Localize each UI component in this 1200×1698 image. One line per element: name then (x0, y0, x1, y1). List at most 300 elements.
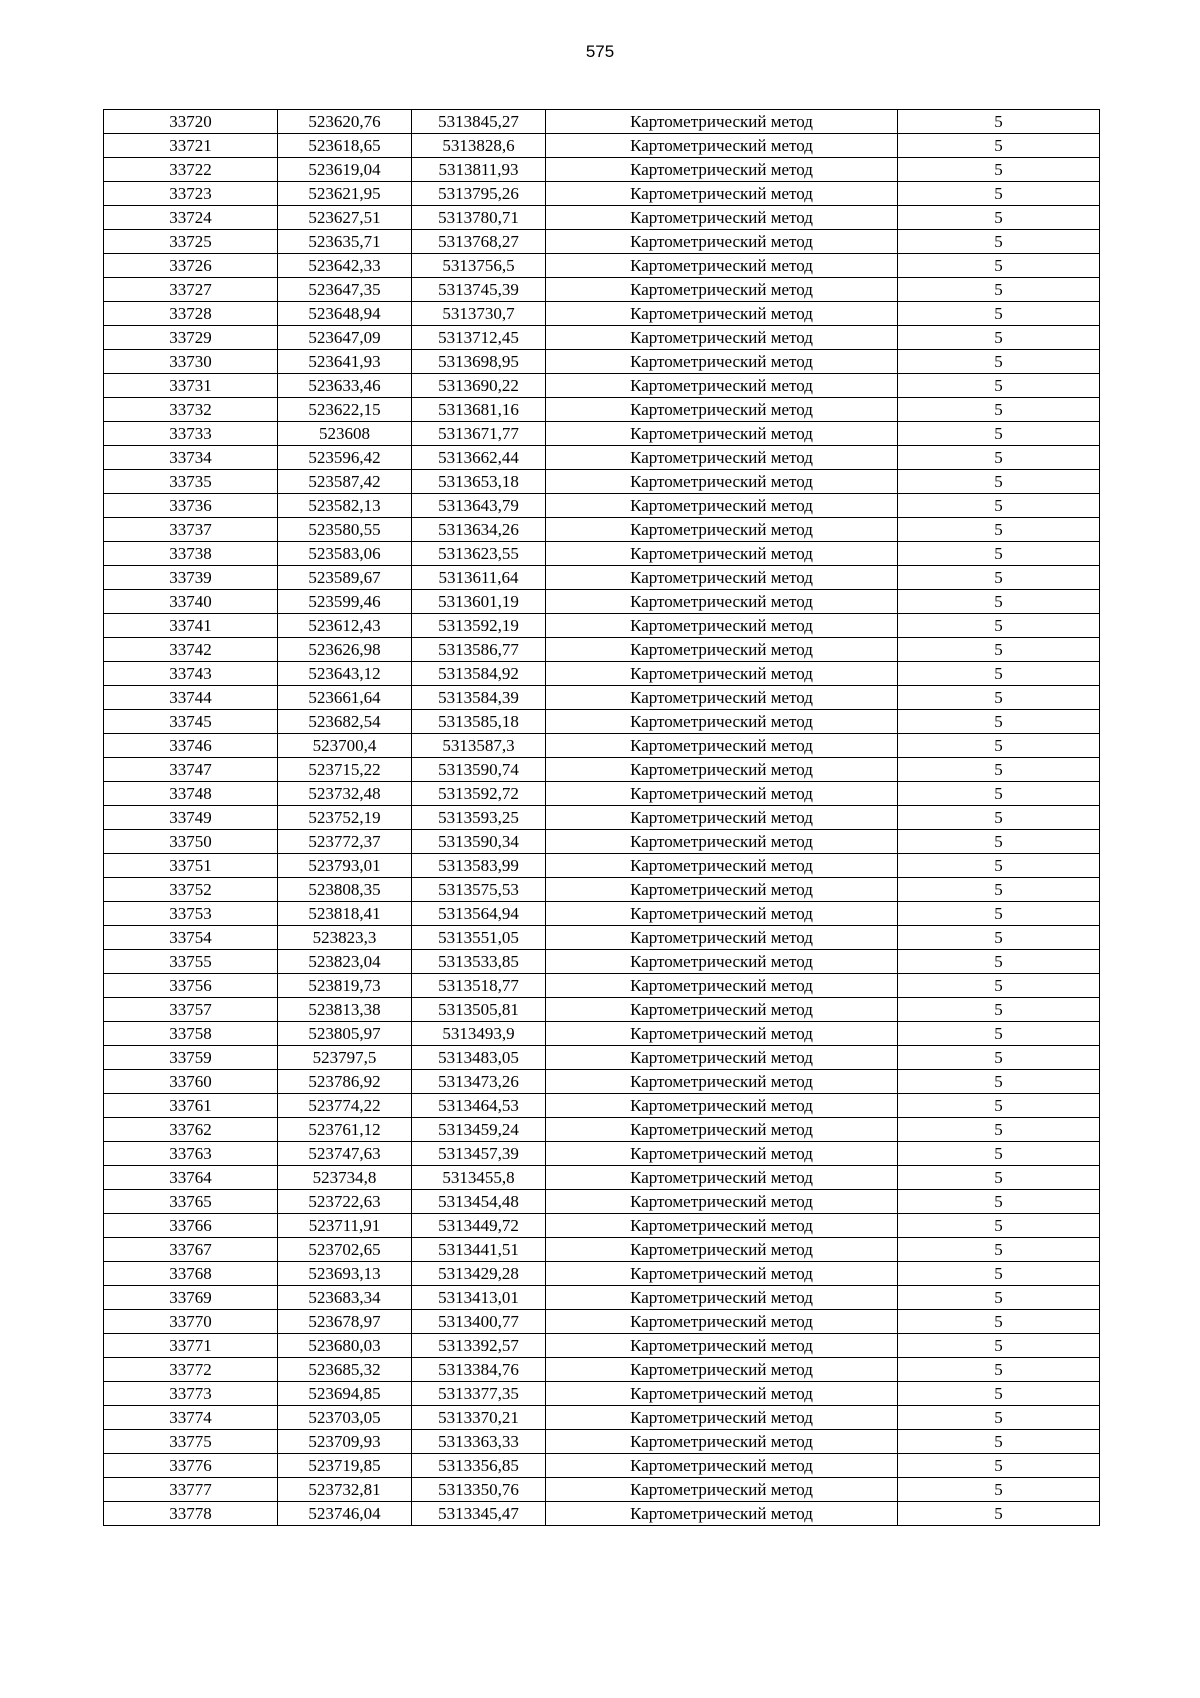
method-cell: Картометрический метод (546, 782, 898, 806)
table-row (104, 110, 1100, 134)
method-cell: Картометрический метод (546, 1238, 898, 1262)
x-coordinate-cell: 523680,03 (278, 1334, 412, 1358)
point-number-cell: 33774 (104, 1406, 278, 1430)
y-coordinate-cell: 5313634,26 (412, 518, 546, 542)
point-number-cell: 33735 (104, 470, 278, 494)
point-number-cell: 33720 (104, 110, 278, 134)
x-coordinate-cell: 523747,63 (278, 1142, 412, 1166)
table-row (104, 1454, 1100, 1478)
x-coordinate-cell: 523648,94 (278, 302, 412, 326)
point-number-cell: 33732 (104, 398, 278, 422)
x-coordinate-cell: 523582,13 (278, 494, 412, 518)
table-row (104, 566, 1100, 590)
x-coordinate-cell: 523722,63 (278, 1190, 412, 1214)
y-coordinate-cell: 5313698,95 (412, 350, 546, 374)
point-number-cell: 33738 (104, 542, 278, 566)
accuracy-cell: 5 (898, 1214, 1100, 1238)
point-number-cell: 33773 (104, 1382, 278, 1406)
y-coordinate-cell: 5313584,92 (412, 662, 546, 686)
table-row (104, 182, 1100, 206)
point-number-cell: 33727 (104, 278, 278, 302)
method-cell: Картометрический метод (546, 566, 898, 590)
method-cell: Картометрический метод (546, 182, 898, 206)
x-coordinate-cell: 523641,93 (278, 350, 412, 374)
table-row (104, 1334, 1100, 1358)
table-row (104, 758, 1100, 782)
point-number-cell: 33723 (104, 182, 278, 206)
method-cell: Картометрический метод (546, 494, 898, 518)
y-coordinate-cell: 5313586,77 (412, 638, 546, 662)
point-number-cell: 33747 (104, 758, 278, 782)
method-cell: Картометрический метод (546, 1334, 898, 1358)
table-row (104, 830, 1100, 854)
method-cell: Картометрический метод (546, 758, 898, 782)
method-cell: Картометрический метод (546, 1406, 898, 1430)
y-coordinate-cell: 5313585,18 (412, 710, 546, 734)
method-cell: Картометрический метод (546, 1142, 898, 1166)
accuracy-cell: 5 (898, 1478, 1100, 1502)
point-number-cell: 33771 (104, 1334, 278, 1358)
table-row (104, 494, 1100, 518)
table-row (104, 254, 1100, 278)
point-number-cell: 33775 (104, 1430, 278, 1454)
table-row (104, 614, 1100, 638)
accuracy-cell: 5 (898, 278, 1100, 302)
x-coordinate-cell: 523823,3 (278, 926, 412, 950)
method-cell: Картометрический метод (546, 278, 898, 302)
point-number-cell: 33768 (104, 1262, 278, 1286)
table-row (104, 518, 1100, 542)
method-cell: Картометрический метод (546, 350, 898, 374)
point-number-cell: 33766 (104, 1214, 278, 1238)
y-coordinate-cell: 5313345,47 (412, 1502, 546, 1526)
accuracy-cell: 5 (898, 350, 1100, 374)
method-cell: Картометрический метод (546, 1118, 898, 1142)
x-coordinate-cell: 523622,15 (278, 398, 412, 422)
accuracy-cell: 5 (898, 1430, 1100, 1454)
point-number-cell: 33765 (104, 1190, 278, 1214)
y-coordinate-cell: 5313611,64 (412, 566, 546, 590)
y-coordinate-cell: 5313583,99 (412, 854, 546, 878)
point-number-cell: 33730 (104, 350, 278, 374)
point-number-cell: 33731 (104, 374, 278, 398)
accuracy-cell: 5 (898, 614, 1100, 638)
point-number-cell: 33769 (104, 1286, 278, 1310)
method-cell: Картометрический метод (546, 254, 898, 278)
accuracy-cell: 5 (898, 1022, 1100, 1046)
table-row (104, 590, 1100, 614)
y-coordinate-cell: 5313400,77 (412, 1310, 546, 1334)
x-coordinate-cell: 523818,41 (278, 902, 412, 926)
accuracy-cell: 5 (898, 398, 1100, 422)
accuracy-cell: 5 (898, 326, 1100, 350)
method-cell: Картометрический метод (546, 206, 898, 230)
method-cell: Картометрический метод (546, 1262, 898, 1286)
x-coordinate-cell: 523619,04 (278, 158, 412, 182)
point-number-cell: 33767 (104, 1238, 278, 1262)
x-coordinate-cell: 523752,19 (278, 806, 412, 830)
accuracy-cell: 5 (898, 1382, 1100, 1406)
x-coordinate-cell: 523813,38 (278, 998, 412, 1022)
y-coordinate-cell: 5313681,16 (412, 398, 546, 422)
y-coordinate-cell: 5313756,5 (412, 254, 546, 278)
x-coordinate-cell: 523596,42 (278, 446, 412, 470)
point-number-cell: 33763 (104, 1142, 278, 1166)
x-coordinate-cell: 523620,76 (278, 110, 412, 134)
accuracy-cell: 5 (898, 1238, 1100, 1262)
table-row (104, 662, 1100, 686)
accuracy-cell: 5 (898, 1070, 1100, 1094)
table-row (104, 854, 1100, 878)
accuracy-cell: 5 (898, 830, 1100, 854)
x-coordinate-cell: 523618,65 (278, 134, 412, 158)
y-coordinate-cell: 5313493,9 (412, 1022, 546, 1046)
x-coordinate-cell: 523583,06 (278, 542, 412, 566)
method-cell: Картометрический метод (546, 1166, 898, 1190)
point-number-cell: 33733 (104, 422, 278, 446)
x-coordinate-cell: 523823,04 (278, 950, 412, 974)
method-cell: Картометрический метод (546, 1214, 898, 1238)
table-row (104, 1478, 1100, 1502)
accuracy-cell: 5 (898, 518, 1100, 542)
table-row (104, 1118, 1100, 1142)
x-coordinate-cell: 523700,4 (278, 734, 412, 758)
accuracy-cell: 5 (898, 302, 1100, 326)
accuracy-cell: 5 (898, 134, 1100, 158)
table-row (104, 302, 1100, 326)
point-number-cell: 33777 (104, 1478, 278, 1502)
method-cell: Картометрический метод (546, 134, 898, 158)
point-number-cell: 33778 (104, 1502, 278, 1526)
point-number-cell: 33772 (104, 1358, 278, 1382)
accuracy-cell: 5 (898, 374, 1100, 398)
method-cell: Картометрический метод (546, 302, 898, 326)
point-number-cell: 33745 (104, 710, 278, 734)
table-row (104, 638, 1100, 662)
point-number-cell: 33729 (104, 326, 278, 350)
table-row (104, 398, 1100, 422)
x-coordinate-cell: 523627,51 (278, 206, 412, 230)
table-row (104, 422, 1100, 446)
accuracy-cell: 5 (898, 494, 1100, 518)
x-coordinate-cell: 523772,37 (278, 830, 412, 854)
x-coordinate-cell: 523599,46 (278, 590, 412, 614)
method-cell: Картометрический метод (546, 1358, 898, 1382)
method-cell: Картометрический метод (546, 230, 898, 254)
x-coordinate-cell: 523732,81 (278, 1478, 412, 1502)
x-coordinate-cell: 523732,48 (278, 782, 412, 806)
y-coordinate-cell: 5313505,81 (412, 998, 546, 1022)
y-coordinate-cell: 5313392,57 (412, 1334, 546, 1358)
point-number-cell: 33755 (104, 950, 278, 974)
accuracy-cell: 5 (898, 446, 1100, 470)
table-row (104, 1502, 1100, 1526)
point-number-cell: 33726 (104, 254, 278, 278)
x-coordinate-cell: 523612,43 (278, 614, 412, 638)
y-coordinate-cell: 5313459,24 (412, 1118, 546, 1142)
point-number-cell: 33722 (104, 158, 278, 182)
accuracy-cell: 5 (898, 734, 1100, 758)
y-coordinate-cell: 5313590,34 (412, 830, 546, 854)
x-coordinate-cell: 523608 (278, 422, 412, 446)
accuracy-cell: 5 (898, 1262, 1100, 1286)
table-row (104, 230, 1100, 254)
method-cell: Картометрический метод (546, 398, 898, 422)
method-cell: Картометрический метод (546, 1310, 898, 1334)
point-number-cell: 33750 (104, 830, 278, 854)
point-number-cell: 33751 (104, 854, 278, 878)
table-row (104, 326, 1100, 350)
point-number-cell: 33728 (104, 302, 278, 326)
x-coordinate-cell: 523808,35 (278, 878, 412, 902)
y-coordinate-cell: 5313601,19 (412, 590, 546, 614)
x-coordinate-cell: 523702,65 (278, 1238, 412, 1262)
method-cell: Картометрический метод (546, 1070, 898, 1094)
y-coordinate-cell: 5313730,7 (412, 302, 546, 326)
accuracy-cell: 5 (898, 1094, 1100, 1118)
coordinates-table (103, 109, 1100, 1526)
point-number-cell: 33740 (104, 590, 278, 614)
table-row (104, 1310, 1100, 1334)
method-cell: Картометрический метод (546, 1046, 898, 1070)
method-cell: Картометрический метод (546, 374, 898, 398)
x-coordinate-cell: 523793,01 (278, 854, 412, 878)
accuracy-cell: 5 (898, 1118, 1100, 1142)
point-number-cell: 33764 (104, 1166, 278, 1190)
y-coordinate-cell: 5313592,19 (412, 614, 546, 638)
point-number-cell: 33770 (104, 1310, 278, 1334)
y-coordinate-cell: 5313845,27 (412, 110, 546, 134)
accuracy-cell: 5 (898, 710, 1100, 734)
method-cell: Картометрический метод (546, 326, 898, 350)
table-row (104, 998, 1100, 1022)
x-coordinate-cell: 523786,92 (278, 1070, 412, 1094)
accuracy-cell: 5 (898, 854, 1100, 878)
x-coordinate-cell: 523797,5 (278, 1046, 412, 1070)
table-row (104, 206, 1100, 230)
y-coordinate-cell: 5313690,22 (412, 374, 546, 398)
x-coordinate-cell: 523580,55 (278, 518, 412, 542)
point-number-cell: 33736 (104, 494, 278, 518)
table-row (104, 134, 1100, 158)
accuracy-cell: 5 (898, 1190, 1100, 1214)
table-row (104, 278, 1100, 302)
point-number-cell: 33739 (104, 566, 278, 590)
y-coordinate-cell: 5313780,71 (412, 206, 546, 230)
accuracy-cell: 5 (898, 1358, 1100, 1382)
y-coordinate-cell: 5313623,55 (412, 542, 546, 566)
page-number: 575 (585, 42, 615, 61)
method-cell: Картометрический метод (546, 1286, 898, 1310)
accuracy-cell: 5 (898, 686, 1100, 710)
x-coordinate-cell: 523626,98 (278, 638, 412, 662)
y-coordinate-cell: 5313356,85 (412, 1454, 546, 1478)
x-coordinate-cell: 523819,73 (278, 974, 412, 998)
y-coordinate-cell: 5313653,18 (412, 470, 546, 494)
accuracy-cell: 5 (898, 998, 1100, 1022)
table-row (104, 926, 1100, 950)
table-row (104, 806, 1100, 830)
y-coordinate-cell: 5313350,76 (412, 1478, 546, 1502)
table-row (104, 350, 1100, 374)
method-cell: Картометрический метод (546, 1382, 898, 1406)
y-coordinate-cell: 5313455,8 (412, 1166, 546, 1190)
point-number-cell: 33721 (104, 134, 278, 158)
point-number-cell: 33749 (104, 806, 278, 830)
y-coordinate-cell: 5313590,74 (412, 758, 546, 782)
accuracy-cell: 5 (898, 182, 1100, 206)
y-coordinate-cell: 5313464,53 (412, 1094, 546, 1118)
accuracy-cell: 5 (898, 1166, 1100, 1190)
y-coordinate-cell: 5313712,45 (412, 326, 546, 350)
point-number-cell: 33746 (104, 734, 278, 758)
y-coordinate-cell: 5313413,01 (412, 1286, 546, 1310)
point-number-cell: 33756 (104, 974, 278, 998)
accuracy-cell: 5 (898, 638, 1100, 662)
x-coordinate-cell: 523694,85 (278, 1382, 412, 1406)
y-coordinate-cell: 5313533,85 (412, 950, 546, 974)
x-coordinate-cell: 523635,71 (278, 230, 412, 254)
table-row (104, 1046, 1100, 1070)
x-coordinate-cell: 523734,8 (278, 1166, 412, 1190)
table-row (104, 158, 1100, 182)
accuracy-cell: 5 (898, 230, 1100, 254)
accuracy-cell: 5 (898, 902, 1100, 926)
x-coordinate-cell: 523703,05 (278, 1406, 412, 1430)
method-cell: Картометрический метод (546, 806, 898, 830)
point-number-cell: 33743 (104, 662, 278, 686)
y-coordinate-cell: 5313795,26 (412, 182, 546, 206)
point-number-cell: 33737 (104, 518, 278, 542)
accuracy-cell: 5 (898, 1406, 1100, 1430)
x-coordinate-cell: 523805,97 (278, 1022, 412, 1046)
table-row (104, 1190, 1100, 1214)
point-number-cell: 33744 (104, 686, 278, 710)
x-coordinate-cell: 523761,12 (278, 1118, 412, 1142)
x-coordinate-cell: 523719,85 (278, 1454, 412, 1478)
point-number-cell: 33753 (104, 902, 278, 926)
table-row (104, 542, 1100, 566)
method-cell: Картометрический метод (546, 110, 898, 134)
method-cell: Картометрический метод (546, 686, 898, 710)
table-row (104, 902, 1100, 926)
y-coordinate-cell: 5313828,6 (412, 134, 546, 158)
method-cell: Картометрический метод (546, 614, 898, 638)
table-row (104, 950, 1100, 974)
method-cell: Картометрический метод (546, 878, 898, 902)
table-row (104, 782, 1100, 806)
y-coordinate-cell: 5313592,72 (412, 782, 546, 806)
table-row (104, 1022, 1100, 1046)
point-number-cell: 33734 (104, 446, 278, 470)
table-row (104, 1406, 1100, 1430)
method-cell: Картометрический метод (546, 950, 898, 974)
x-coordinate-cell: 523647,09 (278, 326, 412, 350)
y-coordinate-cell: 5313483,05 (412, 1046, 546, 1070)
y-coordinate-cell: 5313551,05 (412, 926, 546, 950)
point-number-cell: 33758 (104, 1022, 278, 1046)
x-coordinate-cell: 523682,54 (278, 710, 412, 734)
method-cell: Картометрический метод (546, 854, 898, 878)
x-coordinate-cell: 523642,33 (278, 254, 412, 278)
y-coordinate-cell: 5313662,44 (412, 446, 546, 470)
method-cell: Картометрический метод (546, 446, 898, 470)
y-coordinate-cell: 5313441,51 (412, 1238, 546, 1262)
accuracy-cell: 5 (898, 110, 1100, 134)
y-coordinate-cell: 5313363,33 (412, 1430, 546, 1454)
y-coordinate-cell: 5313587,3 (412, 734, 546, 758)
method-cell: Картометрический метод (546, 1190, 898, 1214)
x-coordinate-cell: 523774,22 (278, 1094, 412, 1118)
point-number-cell: 33754 (104, 926, 278, 950)
accuracy-cell: 5 (898, 470, 1100, 494)
point-number-cell: 33760 (104, 1070, 278, 1094)
y-coordinate-cell: 5313643,79 (412, 494, 546, 518)
accuracy-cell: 5 (898, 662, 1100, 686)
y-coordinate-cell: 5313811,93 (412, 158, 546, 182)
x-coordinate-cell: 523633,46 (278, 374, 412, 398)
x-coordinate-cell: 523685,32 (278, 1358, 412, 1382)
table-row (104, 878, 1100, 902)
method-cell: Картометрический метод (546, 1502, 898, 1526)
method-cell: Картометрический метод (546, 422, 898, 446)
y-coordinate-cell: 5313449,72 (412, 1214, 546, 1238)
accuracy-cell: 5 (898, 422, 1100, 446)
point-number-cell: 33752 (104, 878, 278, 902)
table-row (104, 734, 1100, 758)
y-coordinate-cell: 5313429,28 (412, 1262, 546, 1286)
accuracy-cell: 5 (898, 806, 1100, 830)
table-row (104, 974, 1100, 998)
method-cell: Картометрический метод (546, 974, 898, 998)
accuracy-cell: 5 (898, 758, 1100, 782)
table-row (104, 686, 1100, 710)
accuracy-cell: 5 (898, 974, 1100, 998)
x-coordinate-cell: 523643,12 (278, 662, 412, 686)
y-coordinate-cell: 5313473,26 (412, 1070, 546, 1094)
y-coordinate-cell: 5313457,39 (412, 1142, 546, 1166)
accuracy-cell: 5 (898, 158, 1100, 182)
x-coordinate-cell: 523746,04 (278, 1502, 412, 1526)
y-coordinate-cell: 5313564,94 (412, 902, 546, 926)
table-row (104, 1142, 1100, 1166)
table-row (104, 1070, 1100, 1094)
x-coordinate-cell: 523711,91 (278, 1214, 412, 1238)
table-row (104, 446, 1100, 470)
accuracy-cell: 5 (898, 590, 1100, 614)
accuracy-cell: 5 (898, 566, 1100, 590)
method-cell: Картометрический метод (546, 1454, 898, 1478)
method-cell: Картометрический метод (546, 710, 898, 734)
accuracy-cell: 5 (898, 1310, 1100, 1334)
table-row (104, 1286, 1100, 1310)
accuracy-cell: 5 (898, 1046, 1100, 1070)
y-coordinate-cell: 5313575,53 (412, 878, 546, 902)
method-cell: Картометрический метод (546, 590, 898, 614)
y-coordinate-cell: 5313377,35 (412, 1382, 546, 1406)
method-cell: Картометрический метод (546, 158, 898, 182)
accuracy-cell: 5 (898, 878, 1100, 902)
table-row (104, 1382, 1100, 1406)
x-coordinate-cell: 523661,64 (278, 686, 412, 710)
method-cell: Картометрический метод (546, 1022, 898, 1046)
method-cell: Картометрический метод (546, 518, 898, 542)
y-coordinate-cell: 5313370,21 (412, 1406, 546, 1430)
method-cell: Картометрический метод (546, 830, 898, 854)
table-body (104, 110, 1100, 1526)
table-row (104, 374, 1100, 398)
method-cell: Картометрический метод (546, 542, 898, 566)
